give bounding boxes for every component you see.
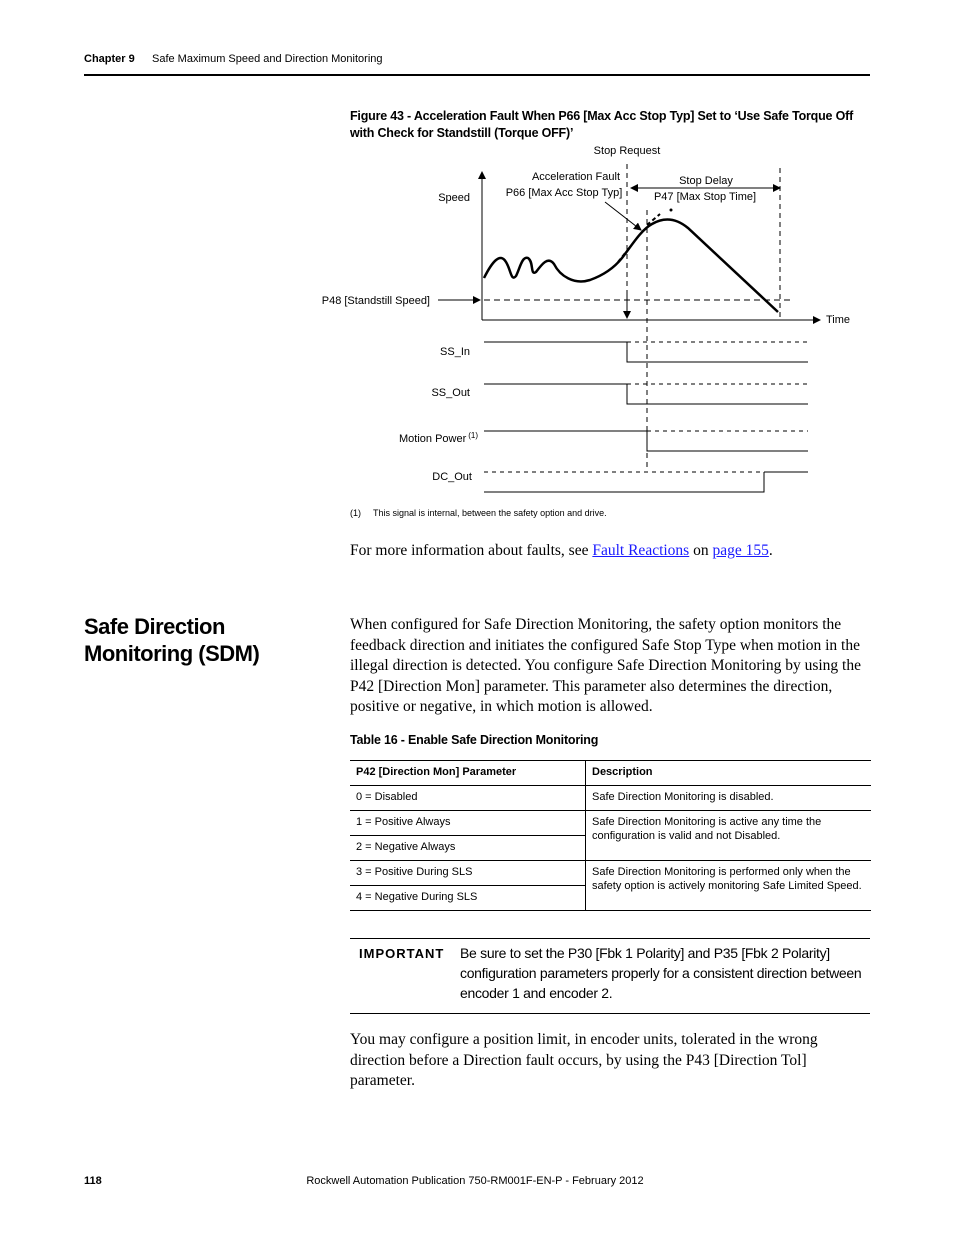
stop-delay-label: Stop Delay — [679, 175, 733, 187]
ss-in-label: SS_In — [440, 346, 470, 358]
important-label: IMPORTANT — [359, 946, 445, 961]
param-value: 0 = Disabled — [350, 786, 586, 811]
section-heading: Safe Direction Monitoring (SDM) — [84, 614, 260, 666]
page-155-link[interactable]: page 155 — [712, 542, 769, 559]
accel-fault-label: Acceleration Fault — [531, 171, 621, 183]
sdm-intro-paragraph: When configured for Safe Direction Monitoring, the safety option monitors the feedback direction and initiates the configured Safe Stop Type when motion in the illegal direction is detected. You configure Safe Direction Monitoring by using the P42 [Direction Mon] parameter. This parameter also determines the direction, positive or negative, in which motion is allowed. — [350, 616, 861, 715]
figure-footnote — [350, 508, 607, 518]
param-value: 3 = Positive During SLS — [350, 861, 586, 886]
speed-axis-label: Speed — [438, 192, 470, 204]
param-value: 4 = Negative During SLS — [350, 886, 586, 911]
motion-power-low — [647, 431, 808, 451]
curve-dot — [670, 209, 673, 212]
dc-out-low — [484, 472, 764, 492]
page-number: 118 — [84, 1175, 102, 1187]
param-description: Safe Direction Monitoring is performed only when the safety option is actively monitoring Safe Limited Speed. — [586, 861, 872, 911]
table-row — [350, 786, 871, 811]
publication-info: Rockwell Automation Publication 750-RM001F-EN-P - February 2012 — [306, 1175, 644, 1187]
figure-caption: Figure 43 - Acceleration Fault When P66 [Max Acc Stop Typ] Set to ‘Use Safe Torque Off with Check for Standstill (Torque OFF)’ — [350, 109, 854, 140]
direction-tol-paragraph: You may configure a position limit, in encoder units, tolerated in the wrong direction before a Direction fault occurs, by using the P43 [Direction Tol] parameter. — [350, 1031, 818, 1089]
direction-mon-table — [350, 760, 871, 911]
standstill-speed-label: P48 [Standstill Speed] — [321, 295, 430, 307]
p66-label: P66 [Max Acc Stop Typ] — [505, 187, 623, 199]
fault-info-paragraph: For more information about faults, see Fault Reactions on page 155. — [350, 542, 773, 559]
ss-out-low — [627, 384, 808, 404]
footnote-text: This signal is internal, between the safety option and drive. — [373, 508, 607, 518]
motion-power-label: Motion Power $^{(1)}$ — [399, 431, 479, 445]
param-value: 2 = Negative Always — [350, 836, 586, 861]
table-header-description: Description — [586, 761, 872, 786]
footnote-number: (1) — [350, 508, 361, 518]
param-value: 1 = Positive Always — [350, 811, 586, 836]
table-row — [350, 811, 871, 836]
chapter-label: Chapter 9 — [84, 53, 135, 65]
accel-fault-pointer — [605, 202, 641, 230]
param-description: Safe Direction Monitoring is disabled. — [586, 786, 872, 811]
ss-in-low — [627, 342, 808, 362]
table-caption: Table 16 - Enable Safe Direction Monitoring — [350, 733, 599, 747]
table-row — [350, 861, 871, 886]
speed-curve — [484, 219, 778, 312]
important-text: Be sure to set the P30 [Fbk 1 Polarity] and P35 [Fbk 2 Polarity] configuration parameters properly for a consistent direction between encoder 1 and encoder 2. — [460, 945, 862, 1001]
stop-request-label: Stop Request — [593, 145, 661, 157]
param-description: Safe Direction Monitoring is active any time the configuration is valid and not Disabled. — [586, 811, 872, 861]
fault-reactions-link[interactable]: Fault Reactions — [592, 542, 690, 559]
table-header-parameter: P42 [Direction Mon] Parameter — [350, 761, 586, 786]
chapter-title: Safe Maximum Speed and Direction Monitoring — [152, 53, 383, 65]
time-axis-label: Time — [826, 314, 851, 326]
ss-out-label: SS_Out — [431, 387, 470, 399]
dc-out-label: DC_Out — [432, 471, 472, 483]
acceleration-fault-diagram — [0, 0, 954, 510]
p47-label: P47 [Max Stop Time] — [653, 191, 757, 203]
